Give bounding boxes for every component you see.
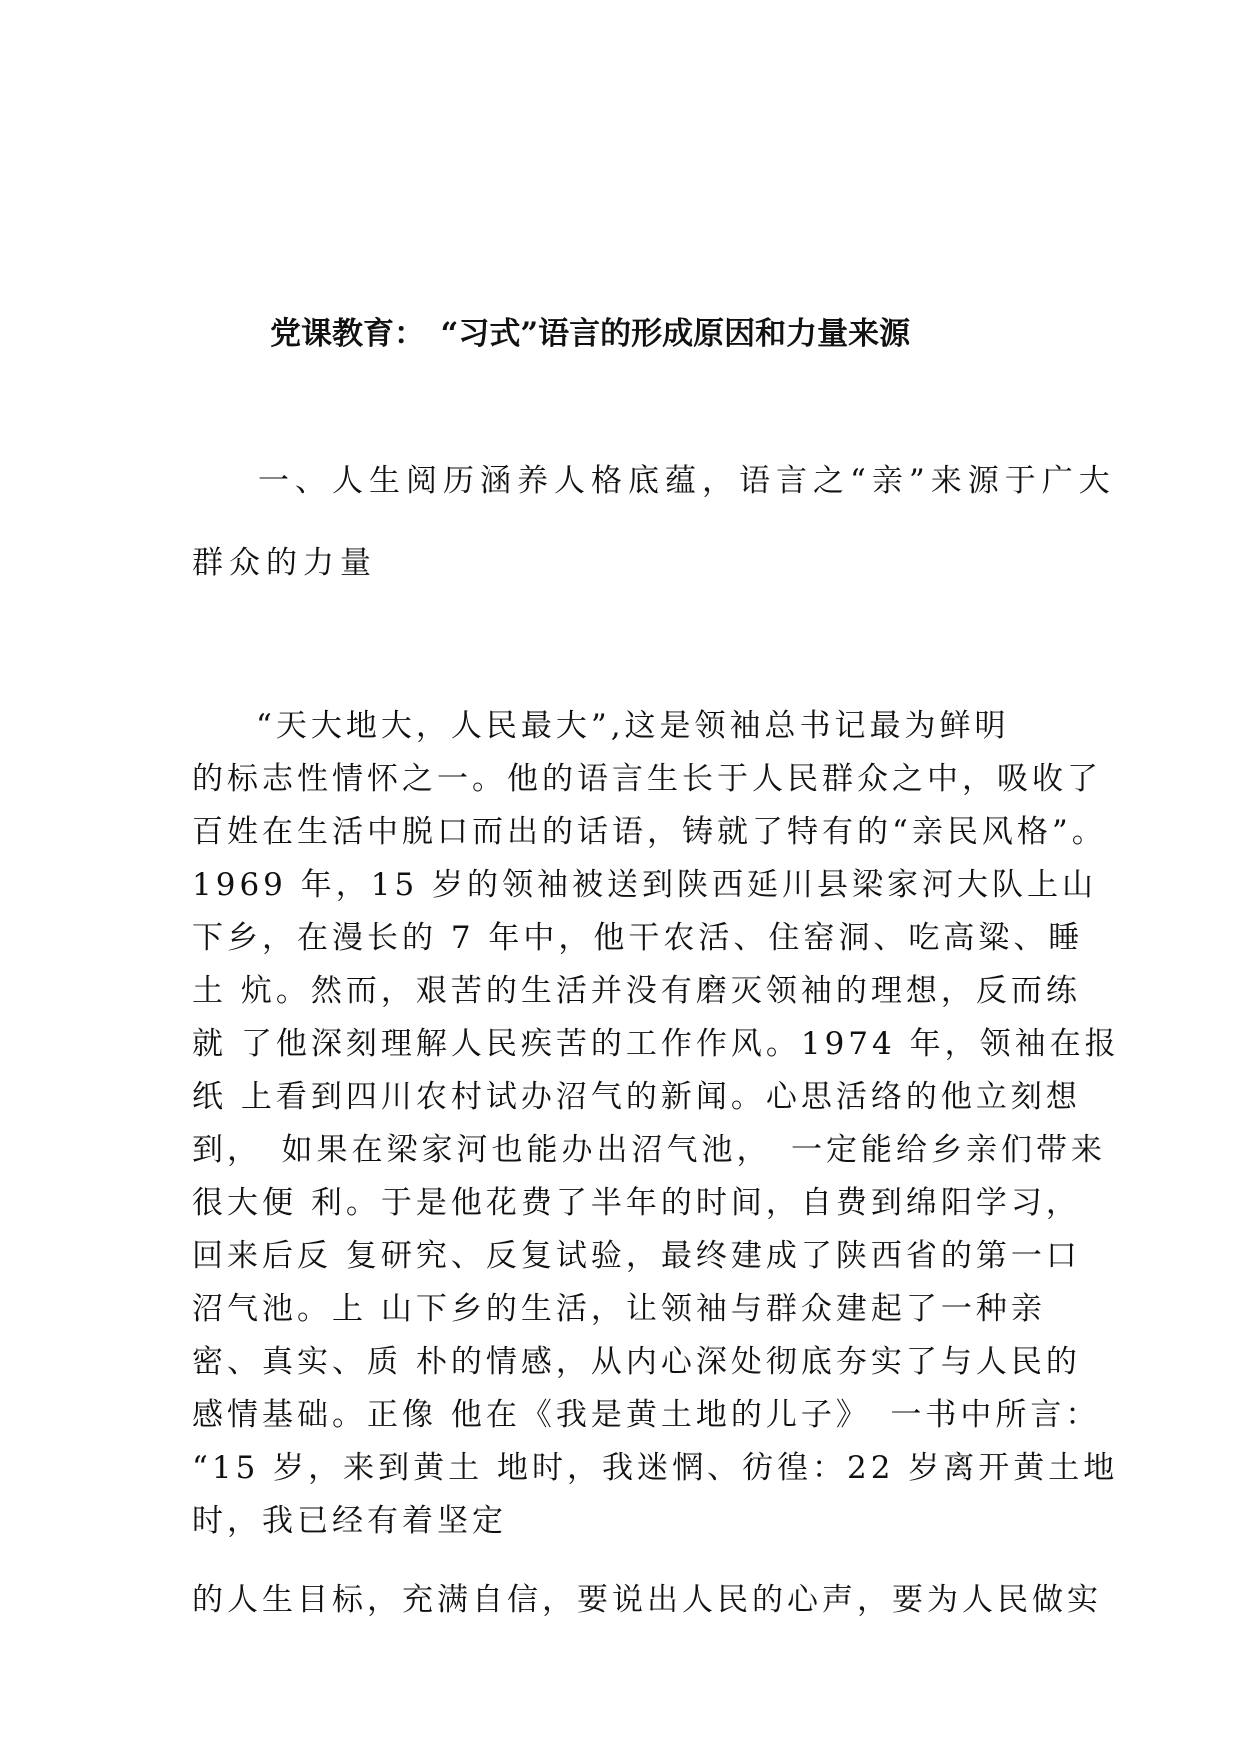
paragraph-line: 感情基础。正像 他在《我是黄土地的儿子》 一书中所言： — [192, 1397, 1101, 1433]
section-heading-line-1: 一、人生阅历涵养人格底蕴，语言之“亲”来源于广大 — [258, 463, 1116, 499]
paragraph-line: 土 炕。然而，艰苦的生活并没有磨灭领袖的理想，反而练 — [192, 973, 1081, 1009]
paragraph-line: “15 岁，来到黄土 地时，我迷惘、彷徨：22 岁离开黄土地 — [192, 1450, 1119, 1486]
paragraph-line: 下乡，在漫长的 7 年中，他干农活、住窑洞、吃高粱、睡 — [192, 920, 1084, 956]
paragraph-line: 百姓在生活中脱口而出的话语，铸就了特有的“亲民风格”。 — [192, 814, 1107, 850]
paragraph-line: “天大地大，人民最大”,这是领袖总书记最为鲜明 — [256, 708, 1010, 744]
body-paragraph — [192, 700, 1120, 1548]
paragraph-line: 纸 上看到四川农村试办沼气的新闻。心思活络的他立刻想 — [192, 1079, 1081, 1115]
paragraph-line: 就 了他深刻理解人民疾苦的工作作风。1974 年，领袖在报 — [192, 1026, 1120, 1062]
paragraph-line: 很大便 利。于是他花费了半年的时间，自费到绵阳学习， — [192, 1185, 1081, 1221]
paragraph-line: 密、真实、质 朴的情感，从内心深处彻底夯实了与人民的 — [192, 1344, 1081, 1380]
document-title: 党课教育： “习式”语言的形成原因和力量来源 — [270, 316, 911, 352]
paragraph-line: 时，我已经有着坚定 — [192, 1503, 507, 1539]
section-heading-line-2: 群众的力量 — [192, 545, 377, 581]
paragraph-line: 1969 年，15 岁的领袖被送到陕西延川县梁家河大队上山 — [192, 867, 1098, 903]
paragraph-line: 的标志性情怀之一。他的语言生长于人民群众之中，吸收了 — [192, 761, 1102, 797]
paragraph-line: 回来后反 复研究、反复试验，最终建成了陕西省的第一口 — [192, 1238, 1081, 1274]
paragraph-line: 沼气池。上 山下乡的生活，让领袖与群众建起了一种亲 — [192, 1291, 1046, 1327]
continuation-line: 的人生目标，充满自信，要说出人民的心声，要为人民做实 — [192, 1582, 1102, 1618]
paragraph-line: 到， 如果在梁家河也能办出沼气池， 一定能给乡亲们带来 — [192, 1132, 1106, 1168]
